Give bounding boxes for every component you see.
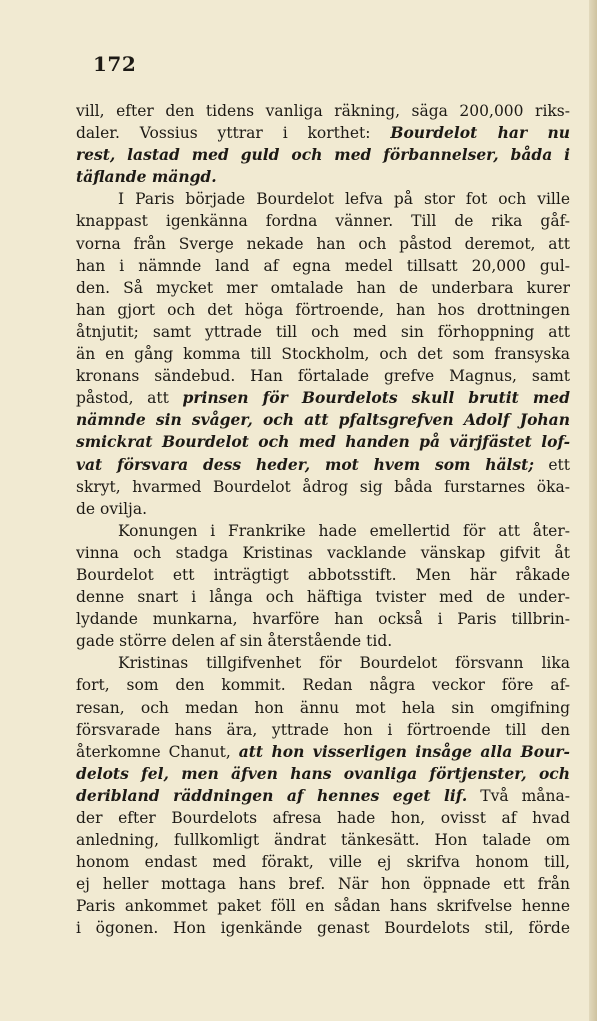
text-line bbox=[76, 122, 570, 144]
text-roman: fort, som den kommit. Redan några veckor före af- bbox=[76, 676, 570, 695]
text-roman: Kristinas tillgifvenhet för Bourdelot försvann lika bbox=[118, 654, 570, 673]
body-text bbox=[76, 100, 570, 940]
text-line bbox=[76, 917, 570, 939]
text-italic: vat försvara dess heder, mot hvem som hälst; bbox=[76, 454, 535, 474]
text-line bbox=[76, 299, 570, 321]
text-roman: vill, efter den tidens vanliga räkning, säga 200,000 riks- bbox=[76, 102, 570, 120]
text-roman: lydande munkarna, hvarföre han också i Paris tillbrin- bbox=[76, 610, 570, 629]
text-italic: rest, lastad med guld och med förbannelser, båda i bbox=[76, 145, 570, 165]
text-roman: resan, och medan hon ännu mot hela sin omgifning bbox=[76, 698, 570, 717]
text-roman: den. Så mycket mer omtalade han de underbara kurer bbox=[76, 278, 570, 297]
text-line bbox=[76, 365, 570, 387]
text-roman: anledning, fullkomligt ändrat tänkesätt. Hon talade om bbox=[76, 831, 570, 850]
text-line bbox=[76, 144, 570, 166]
text-roman: skryt, hvarmed Bourdelot ådrog sig båda furstarnes öka- bbox=[76, 477, 570, 496]
text-roman: honom endast med förakt, ville ej skrifva honom till, bbox=[76, 853, 570, 872]
text-roman: knappast igenkänna fordna vänner. Till de rika gåf- bbox=[76, 212, 570, 231]
text-line bbox=[76, 564, 570, 586]
text-roman: försvarade hans ära, yttrade hon i förtroende till den bbox=[76, 720, 570, 739]
text-roman: Bourdelot ett inträgtigt abbotsstift. Men här råkade bbox=[76, 565, 570, 584]
text-line bbox=[76, 100, 570, 122]
text-line bbox=[76, 586, 570, 608]
text-line bbox=[76, 188, 570, 210]
text-line bbox=[76, 652, 570, 674]
text-roman: gade större delen af sin återstående tid. bbox=[76, 632, 393, 651]
text-italic: att hon visserligen insåge alla Bour- bbox=[238, 741, 570, 761]
text-roman: de ovilja. bbox=[76, 499, 147, 518]
text-roman: ett bbox=[534, 455, 570, 474]
text-roman: han gjort och det höga förtroende, han hos drottningen bbox=[76, 300, 570, 319]
text-line bbox=[76, 454, 570, 476]
text-roman: kronans sändebud. Han förtalade grefve Magnus, samt bbox=[76, 367, 570, 386]
text-italic: täflande mängd. bbox=[76, 167, 217, 187]
text-roman: denne snart i långa och häftiga tvister med de under- bbox=[76, 588, 570, 607]
text-line bbox=[76, 233, 570, 255]
text-roman: åtnjutit; samt yttrade till och med sin förhoppning att bbox=[76, 322, 570, 341]
text-line bbox=[76, 321, 570, 343]
text-roman: ej heller mottaga hans bref. När hon öppnade ett från bbox=[76, 875, 570, 894]
text-line bbox=[76, 608, 570, 630]
text-roman: Två måna- bbox=[467, 786, 570, 805]
text-roman: vorna från Sverge nekade han och påstod deremot, att bbox=[76, 234, 570, 253]
text-line bbox=[76, 210, 570, 232]
text-line bbox=[76, 719, 570, 741]
text-line bbox=[76, 741, 570, 763]
text-line bbox=[76, 166, 570, 188]
text-italic: prinsen för Bourdelots skull brutit med bbox=[182, 388, 570, 408]
text-line bbox=[76, 674, 570, 696]
text-italic: smickrat Bourdelot och med handen på värjfästet lof- bbox=[76, 432, 570, 452]
text-roman: I Paris började Bourdelot lefva på stor fot och ville bbox=[118, 190, 570, 209]
text-line bbox=[76, 498, 570, 520]
text-roman: vinna och stadga Kristinas vacklande vänskap gifvit åt bbox=[76, 543, 570, 562]
text-line bbox=[76, 520, 570, 542]
page-number: 172 bbox=[93, 52, 137, 76]
text-italic: deribland räddningen af hennes eget lif. bbox=[76, 785, 468, 805]
text-line bbox=[76, 851, 570, 873]
text-line bbox=[76, 785, 570, 807]
text-line bbox=[76, 763, 570, 785]
text-line bbox=[76, 873, 570, 895]
text-italic: Bourdelot har nu bbox=[390, 123, 570, 143]
text-roman: daler. Vossius yttrar i korthet: bbox=[76, 124, 391, 143]
text-line bbox=[76, 807, 570, 829]
text-line bbox=[76, 409, 570, 431]
text-line bbox=[76, 387, 570, 409]
text-line bbox=[76, 829, 570, 851]
text-line bbox=[76, 630, 570, 652]
text-line bbox=[76, 895, 570, 917]
text-roman: han i nämnde land af egna medel tillsatt 20,000 gul- bbox=[76, 256, 570, 275]
text-line bbox=[76, 255, 570, 277]
text-italic: nämnde sin svåger, och att pfaltsgrefven Adolf Johan bbox=[76, 410, 570, 430]
text-line bbox=[76, 277, 570, 299]
text-roman: i ögonen. Hon igenkände genast Bourdelots stil, förde bbox=[76, 919, 570, 938]
text-line bbox=[76, 697, 570, 719]
text-roman: Paris ankommet paket föll en sådan hans skrifvelse henne bbox=[76, 897, 570, 916]
text-italic: delots fel, men äfven hans ovanliga förtjenster, och bbox=[76, 763, 570, 783]
text-line bbox=[76, 343, 570, 365]
text-roman: Konungen i Frankrike hade emellertid för att åter- bbox=[118, 521, 570, 540]
text-line bbox=[76, 431, 570, 453]
text-line bbox=[76, 476, 570, 498]
page-edge bbox=[589, 0, 597, 1021]
text-line bbox=[76, 542, 570, 564]
text-roman: påstod, att bbox=[76, 389, 183, 408]
text-roman: der efter Bourdelots afresa hade hon, ovisst af hvad bbox=[76, 809, 570, 827]
text-roman: återkomne Chanut, bbox=[76, 742, 239, 761]
text-roman: än en gång komma till Stockholm, och det som fransyska bbox=[76, 345, 570, 364]
